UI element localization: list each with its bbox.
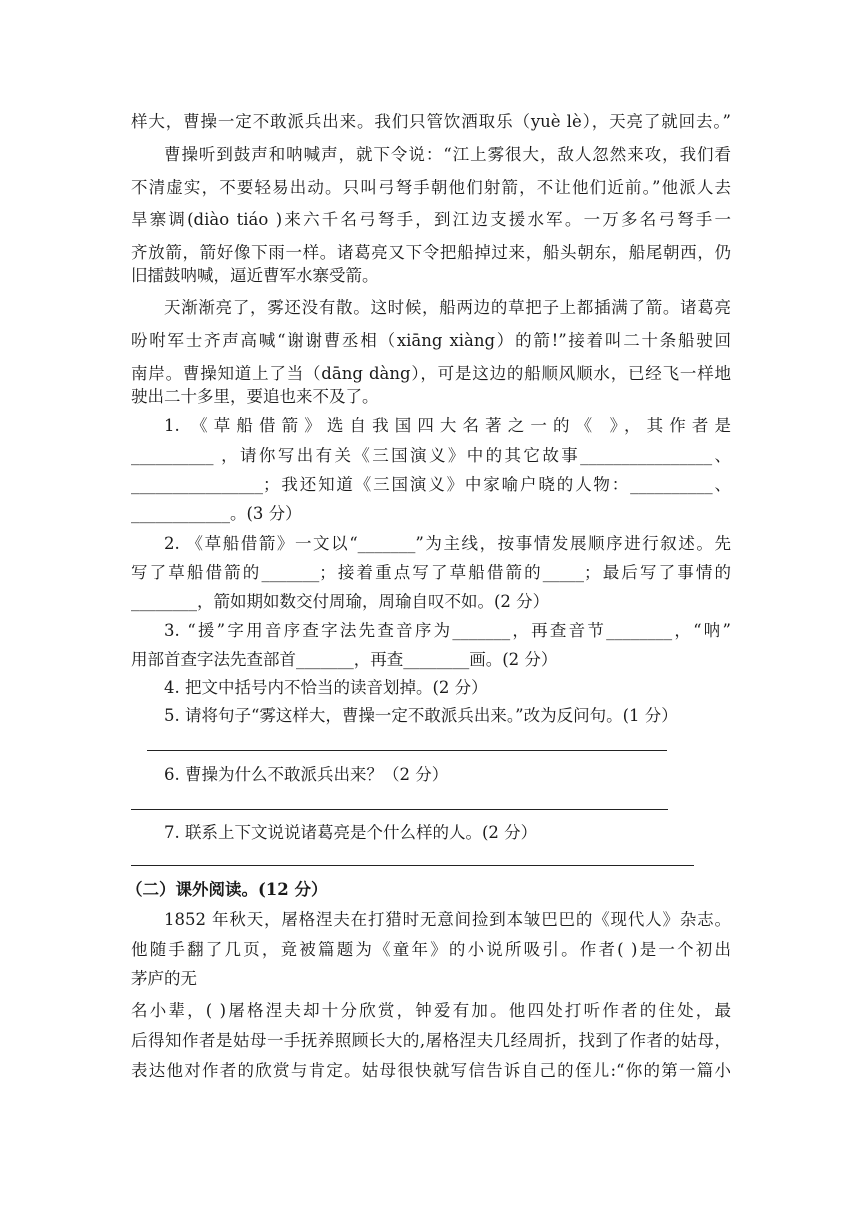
question-7: 7. 联系上下文说说诸葛亮是个什么样的人。(2 分） xyxy=(164,823,538,842)
question-3-line: 3. “援”字用音序查字法先查音序为_______，再查音节________，“呐” xyxy=(164,621,731,640)
question-1-line: __________ ，请你写出有关《三国演义》中的其它故事________________、 xyxy=(131,446,731,465)
question-5: 5. 请将句子“雾这样大，曹操一定不敢派兵出来。”改为反问句。(1 分） xyxy=(164,706,678,725)
question-4: 4. 把文中括号内不恰当的读音划掉。(2 分） xyxy=(164,678,488,697)
question-2-line: 写了草船借箭的_______；接着重点写了草船借箭的_____；最后写了事情的 xyxy=(131,563,731,582)
passage-line: 齐放箭，箭好像下雨一样。诸葛亮又下令把船掉过来，船头朝东，船尾朝西，仍 xyxy=(131,243,731,262)
question-1-line: ________________；我还知道《三国演义》中家喻户晓的人物：__________、 xyxy=(131,475,731,494)
passage-line: 南岸。曹操知道上了当（dāng dàng），可是这边的船顺风顺水，已经飞一样地 xyxy=(131,364,731,383)
question-6: 6. 曹操为什么不敢派兵出来？（2 分） xyxy=(164,765,449,784)
passage-line: 旧擂鼓呐喊，逼近曹军水寨受箭。 xyxy=(131,266,379,285)
question-1-line: 1. 《草船借箭》选自我国四大名著之一的《 》，其作者是 xyxy=(164,416,731,435)
question-1-line: ____________。(3 分） xyxy=(131,504,302,523)
reading-line: 后得知作者是姑母一手抚养照顾长大的,屠格涅夫几经周折，找到了作者的姑母， xyxy=(131,1031,731,1050)
passage-line: 不清虚实，不要轻易出动。只叫弓弩手朝他们射箭，不让他们近前。”他派人去 xyxy=(131,178,731,197)
reading-line: 他随手翻了几页，竟被篇题为《童年》的小说所吸引。作者( )是一个初出 xyxy=(131,940,731,959)
reading-line: 表达他对作者的欣赏与肯定。姑母很快就写信告诉自己的侄儿:“你的第一篇小 xyxy=(131,1061,731,1080)
reading-line: 茅庐的无 xyxy=(131,969,197,988)
reading-line: 名小辈，( )屠格涅夫却十分欣赏，钟爱有加。他四处打听作者的住处，最 xyxy=(131,1001,731,1020)
answer-line-6 xyxy=(131,809,668,810)
passage-line: 样大，曹操一定不敢派兵出来。我们只管饮酒取乐（yuè lè），天亮了就回去。” xyxy=(131,112,731,131)
question-2-line: 2. 《草船借箭》一文以“_______”为主线，按事情发展顺序进行叙述。先 xyxy=(164,534,731,553)
passage-line: 旱寨调(diào tiáo )来六千名弓弩手，到江边支援水军。一万多名弓弩手一 xyxy=(131,210,731,229)
question-3-line: 用部首查字法先查部首_______，再查________画。(2 分） xyxy=(131,650,558,669)
question-2-line: ________，箭如期如数交付周瑜，周瑜自叹不如。(2 分） xyxy=(131,592,550,611)
answer-line-7 xyxy=(131,865,694,866)
reading-line: 1852 年秋天，屠格涅夫在打猎时无意间捡到本皱巴巴的《现代人》杂志。 xyxy=(164,910,731,929)
passage-line: 驶出二十多里，要追也来不及了。 xyxy=(131,387,379,406)
section-heading: （二）课外阅读。(12 分） xyxy=(126,880,328,899)
passage-line: 天渐渐亮了，雾还没有散。这时候，船两边的草把子上都插满了箭。诸葛亮 xyxy=(164,298,731,317)
passage-line: 吩咐军士齐声高喊“谢谢曹丞相（xiāng xiàng）的箭!”接着叫二十条船驶回 xyxy=(131,331,731,350)
answer-line-5 xyxy=(147,750,667,751)
passage-line: 曹操听到鼓声和呐喊声，就下令说：“江上雾很大，敌人忽然来攻，我们看 xyxy=(164,145,731,164)
